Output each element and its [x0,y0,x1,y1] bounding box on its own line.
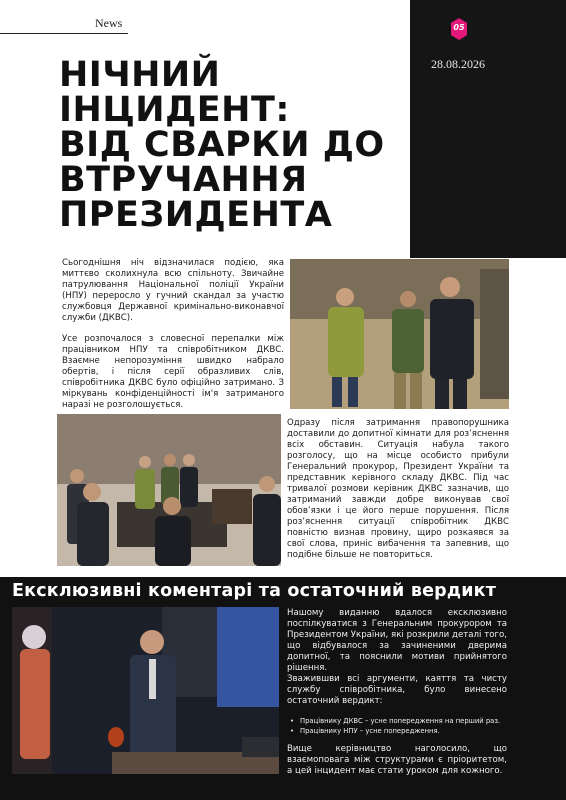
detention-paragraph: Одразу після затримання правопорушника доставили до допитної кімнати для розʼяснення всіх обставин. Ситуація набула такого розголосу, що на місце особисто прибули Генеральний прокурор, Президент України та представник керівного складу ДКВС. Під час тривалої розмови керівник ДКВС зазначив, що затриманий завжди добре виконував свої обовʼязки і це його перше порушення. Після розʼяснення ситуації співробітник ДКВС повністю визнав провину, щиро розкаявся за свої слова, приніс вибачення та запевнив, що подібне більше не повториться. [287,418,509,560]
headline-line: ІНЦИДЕНТ: [59,90,290,130]
exclusive-paragraph-1: Нашому виданню вдалося ексклюзивно поспілкуватися з Генеральним прокурором та Президентом України, які розкрили деталі того, що відбувалося за зачиненими дверима допитної, та пояснили мотиви прийнятого рішення. [287,608,507,673]
publication-date: 28.08.2026 [431,57,485,71]
intro-text [62,258,284,421]
headline [59,55,404,235]
verdict-item: • Працівнику ДКВС – усне попередження на перший раз. [290,716,520,726]
headline-line: ПРЕЗИДЕНТА [59,195,333,235]
side-panel [410,0,566,258]
exclusive-closing: Вище керівництво наголосило, що взаємоповага між структурами є пріоритетом, а цей інцидент має стати уроком для кожного. [287,744,507,776]
verdict-list [290,716,520,736]
section-label: News [95,16,123,30]
exclusive-title: Ексклюзивні коментарі та остаточний вердикт [12,581,497,601]
verdict-item: • Працівнику НПУ – усне попередження. [290,726,520,736]
headline-line: ВІД СВАРКИ ДО [59,125,385,165]
detention-text [287,418,509,571]
news-divider [0,33,128,34]
photo-president [12,607,279,774]
intro-paragraph: Усе розпочалося з словесної перепалки між працівником НПУ та співробітником ДКВС. Взаємне непорозуміння швидко набрало обертів, і після серії образливих слів, співробітника ДКВС було офіційно затримано. З міркувань конфіденційності ім'я затриманого наразі не розголошується. [62,334,284,410]
headline-line: НІЧНИЙ [59,55,221,95]
intro-paragraph: Сьогоднішня ніч відзначилася подією, яка миттєво сколихнула всю спільноту. Звичайне патрулювання Національної поліції України (НПУ) переросло у гучний скандал за участю службовця Державної кримінально-виконавчої служби (ДКВС). [62,258,284,323]
photo-officers [290,259,509,409]
headline-line: ВТРУЧАННЯ [59,160,308,200]
photo-interrogation-room [57,414,281,566]
exclusive-paragraph-2: Зважившви всі аргументи, каяття та чисту службу співробітника, було винесено остаточний вердикт: [287,674,507,706]
issue-number: 05 [453,23,465,32]
